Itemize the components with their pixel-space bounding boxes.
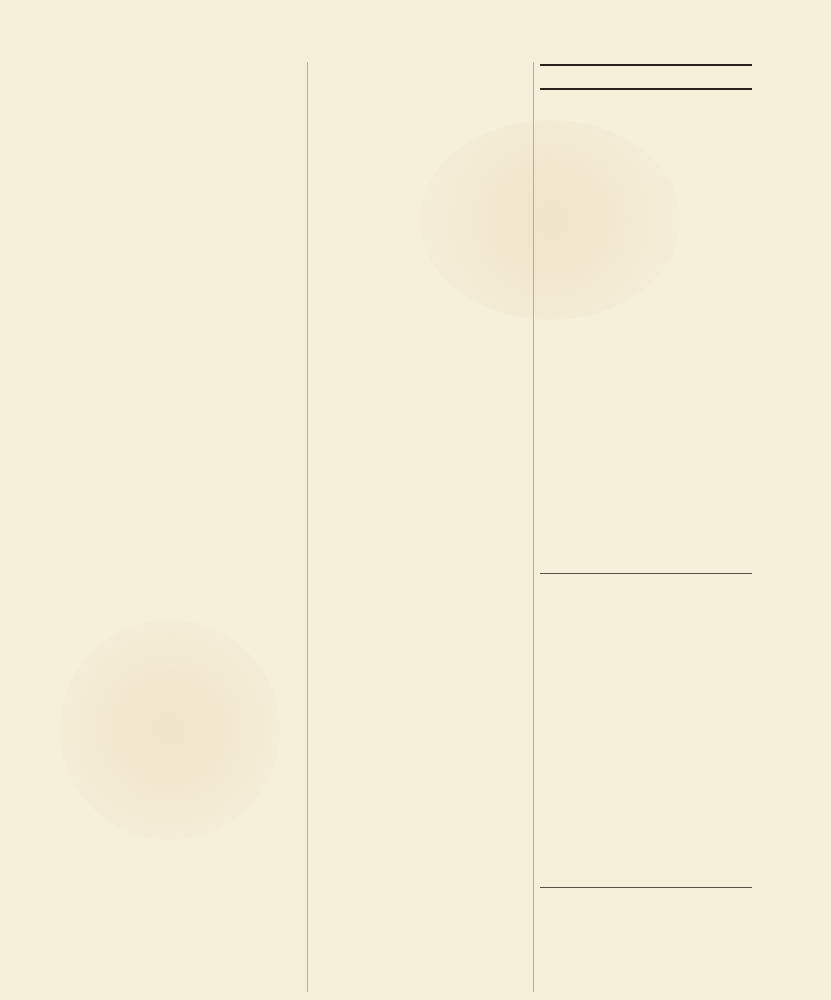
paper-stain <box>60 620 280 840</box>
advert-divider <box>540 573 752 574</box>
advert-divider <box>540 887 752 888</box>
advert-top-rule <box>540 64 752 66</box>
column-divider <box>533 62 534 992</box>
paper-stain <box>420 120 680 320</box>
ramp-advert <box>540 107 752 117</box>
advert-header-rule <box>540 88 752 90</box>
column-divider <box>307 62 308 992</box>
